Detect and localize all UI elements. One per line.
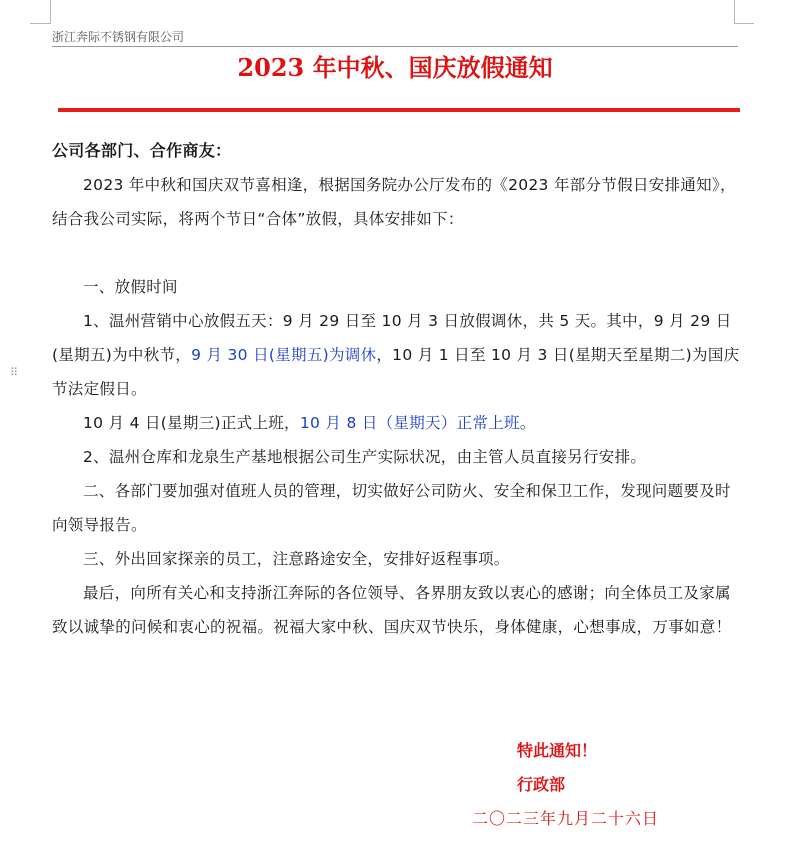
- closing-paragraph: 最后，向所有关心和支持浙江奔际的各位领导、各界朋友致以衷心的感谢；向全体员工及家属致以诚挚的问候和衷心的祝福。祝福大家中秋、国庆双节快乐，身体健康，心想事成，万事如意！: [52, 584, 732, 636]
- signature-notice: 特此通知！: [517, 741, 598, 760]
- work-resume-text: 10 月 4 日(星期三)正式上班，: [83, 414, 300, 432]
- section1-item1-text: 1、温州营销中心放假五天：9 月 29 日至 10 月 3 日放假调休，共 5 天。其中，9 月 29 日(星期五)为中秋节，: [52, 312, 732, 364]
- section1-heading: 一、放假时间: [83, 278, 178, 296]
- document-title: 2023 年中秋、国庆放假通知: [237, 53, 553, 82]
- section1-item1: [52, 304, 742, 406]
- page-corner-mark-right: [734, 0, 743, 24]
- page-corner-mark-left-h: [30, 23, 50, 25]
- header-company: 浙江奔际不锈钢有限公司: [52, 30, 185, 44]
- signature-date: 二〇二三年九月二十六日: [472, 809, 660, 828]
- drag-handle-icon[interactable]: ⠿: [10, 366, 20, 379]
- salutation: 公司各部门、合作商友：: [52, 141, 232, 160]
- section1-item1-highlight: 9 月 30 日(星期五)为调休: [191, 346, 377, 364]
- page-corner-mark-left: [42, 0, 51, 24]
- blank-line: [52, 236, 742, 270]
- work-resume-highlight: 10 月 8 日（星期天）正常上班: [299, 414, 520, 432]
- section3-paragraph: 三、外出回家探亲的员工，注意路途安全，安排好返程事项。: [83, 550, 510, 568]
- section1-item1-text-end: ，10 月 1 日至 10 月 3 日(星期天至星期二)为国庆节法定假日。: [52, 346, 740, 398]
- signature-department: 行政部: [517, 775, 566, 794]
- section2-paragraph: 二、各部门要加强对值班人员的管理，切实做好公司防火、安全和保卫工作，发现问题要及时向领导报告。: [52, 482, 731, 534]
- title-red-rule: [58, 108, 740, 112]
- document-body: [52, 134, 742, 644]
- intro-paragraph: 2023 年中秋和国庆双节喜相逢，根据国务院办公厅发布的《2023 年部分节假日安排通知》，结合我公司实际，将两个节日“合体”放假，具体安排如下：: [52, 176, 736, 228]
- section1-item2: 2、温州仓库和龙泉生产基地根据公司生产实际状况，由主管人员直接另行安排。: [83, 448, 647, 466]
- work-resume-text-end: 。: [519, 414, 536, 432]
- page-corner-mark-right-h: [734, 23, 754, 25]
- section1-work-resume: [52, 406, 742, 440]
- page-header: [52, 30, 738, 47]
